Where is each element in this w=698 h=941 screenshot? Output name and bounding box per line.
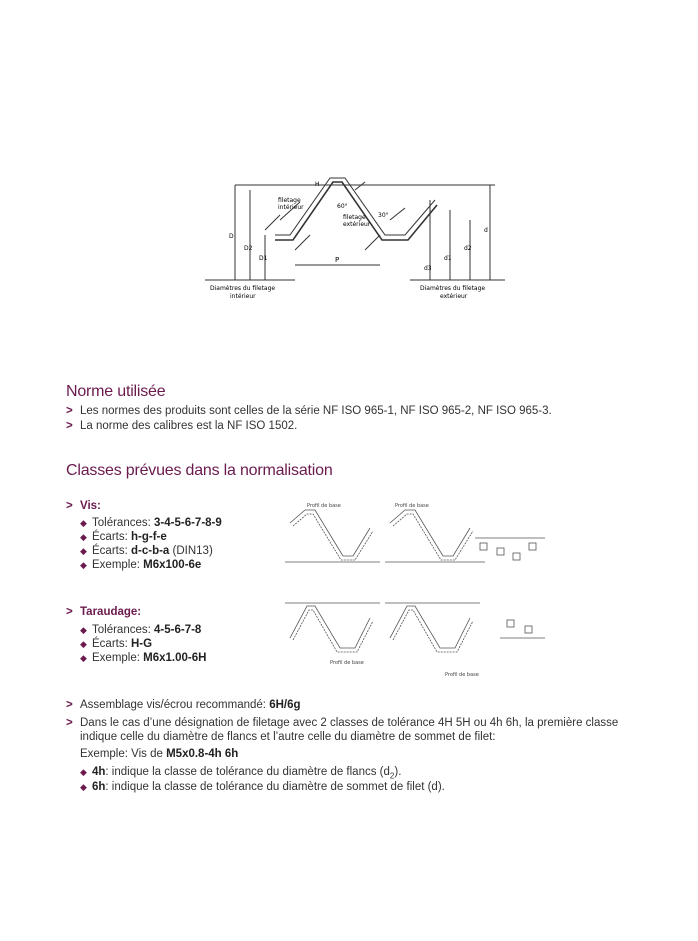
dans-text-1: Dans le cas d’une désignation de filetage avec 2 classes de tolérance 4H 5H ou 4h 6h, la première classe: [80, 717, 619, 729]
b1-key: 4h: [92, 766, 106, 778]
vis-ecarts1-value: h-g-f-e: [130, 531, 167, 543]
arrow-icon: >: [66, 500, 73, 512]
caption-left-1: Diamètres du filetage: [210, 285, 276, 292]
taraudage-tolerance-diagram: [285, 598, 555, 683]
norme-item-2: [66, 420, 297, 432]
tar-ecarts-value: H-G: [130, 638, 153, 650]
section-title-classes: Classes prévues dans la normalisation: [66, 462, 333, 479]
arrow-icon: >: [66, 699, 73, 711]
label-h: H: [315, 181, 320, 188]
label-D1: D1: [259, 255, 268, 262]
vis-exemple: [80, 559, 201, 571]
bullet-6h: [80, 781, 445, 793]
b2-key: 6h: [92, 781, 106, 793]
vis-tolerance-diagram: [285, 498, 555, 578]
label-d1: d1: [444, 255, 452, 262]
label-D2: D2: [244, 245, 253, 252]
b1-text: : indique la classe de tolérance du diamètre de flancs (d: [105, 766, 390, 778]
label-D: D: [229, 233, 234, 240]
vis-ecarts-2: [80, 545, 213, 557]
tar-exemple: [80, 652, 206, 664]
label-d2: d2: [464, 245, 472, 252]
caption-right-2: extérieur: [440, 293, 468, 300]
tar-tolerances: [80, 624, 201, 636]
exemple-value: M5x0.8-4h 6h: [166, 748, 239, 760]
thread-profile-diagram: [205, 160, 505, 310]
label-angle-30: 30°: [378, 212, 389, 219]
vis-ecarts2-value: d-c-b-a: [130, 545, 170, 557]
vis-ecarts-1: [80, 531, 167, 543]
dans-line-1: [66, 717, 618, 729]
taraudage-heading: [66, 606, 141, 618]
vis-label: Vis:: [80, 500, 101, 512]
norme-item-1-text: Les normes des produits sont celles de la série NF ISO 965-1, NF ISO 965-2, NF ISO 965-3.: [80, 405, 552, 417]
tar-ex-label: Exemple:: [92, 652, 144, 664]
vis-heading: [66, 500, 101, 512]
caption-left-2: intérieur: [230, 293, 256, 300]
b1-sub: 2: [389, 771, 395, 781]
vis-ex-label: Exemple:: [92, 559, 144, 571]
taraudage-label: Taraudage:: [80, 606, 142, 618]
dans-line-2: indique celle du diamètre de flancs et l’autre celle du diamètre de sommet de filet:: [80, 731, 496, 743]
bullet-icon: ◆: [80, 532, 87, 542]
arrow-icon: >: [66, 405, 73, 417]
label-angle-60: 60°: [337, 203, 348, 210]
bullet-icon: ◆: [80, 767, 87, 777]
tar-tol-label: Tolérances:: [92, 624, 155, 636]
norme-item-1: [66, 405, 552, 417]
norme-item-2-text: La norme des calibres est la NF ISO 1502.: [80, 420, 298, 432]
label-d3: d3: [424, 265, 432, 272]
vis-ecarts2-note: (DIN13): [169, 545, 213, 557]
tar-profil-2: Profil de base: [445, 672, 479, 678]
bullet-4h: [80, 766, 401, 780]
bullet-icon: ◆: [80, 653, 87, 663]
vis-profil-1: Profil de base: [307, 503, 341, 509]
assemblage-value: 6H/6g: [269, 699, 301, 711]
label-filetage-ext: filetage: [343, 214, 366, 221]
label-filetage-int: filetage: [278, 197, 301, 204]
exemple-label: Exemple: Vis de: [80, 748, 167, 760]
tar-ecarts-label: Écarts:: [92, 638, 131, 650]
vis-ex-value: M6x100-6e: [143, 559, 202, 571]
assemblage-label: Assemblage vis/écrou recommandé:: [80, 699, 270, 711]
label-filetage-ext2: extérieur: [343, 221, 371, 228]
vis-tolerances: [80, 517, 222, 529]
b1-end: ).: [394, 766, 402, 778]
bullet-icon: ◆: [80, 546, 87, 556]
vis-profil-2: Profil de base: [395, 503, 429, 509]
bullet-icon: ◆: [80, 560, 87, 570]
section-title-norme: Norme utilisée: [66, 383, 166, 400]
vis-tol-label: Tolérances:: [92, 517, 155, 529]
label-p: P: [335, 256, 340, 264]
vis-tol-value: 3-4-5-6-7-8-9: [154, 517, 222, 529]
exemple-line: [80, 748, 238, 760]
tar-ecarts: [80, 638, 152, 650]
bullet-icon: ◆: [80, 625, 87, 635]
arrow-icon: >: [66, 606, 73, 618]
label-filetage-int2: intérieur: [278, 204, 304, 211]
caption-right-1: Diamètres du filetage: [420, 285, 486, 292]
vis-ecarts1-label: Écarts:: [92, 531, 131, 543]
label-d: d: [484, 227, 488, 234]
arrow-icon: >: [66, 420, 73, 432]
bullet-icon: ◆: [80, 518, 87, 528]
vis-ecarts2-label: Écarts:: [92, 545, 131, 557]
tar-ex-value: M6x1.00-6H: [143, 652, 207, 664]
assemblage-line: [66, 699, 301, 711]
bullet-icon: ◆: [80, 782, 87, 792]
arrow-icon: >: [66, 717, 73, 729]
bullet-icon: ◆: [80, 639, 87, 649]
b2-text: : indique la classe de tolérance du diamètre de sommet de filet (d).: [105, 781, 445, 793]
tar-tol-value: 4-5-6-7-8: [154, 624, 202, 636]
tar-profil-1: Profil de base: [330, 660, 364, 666]
